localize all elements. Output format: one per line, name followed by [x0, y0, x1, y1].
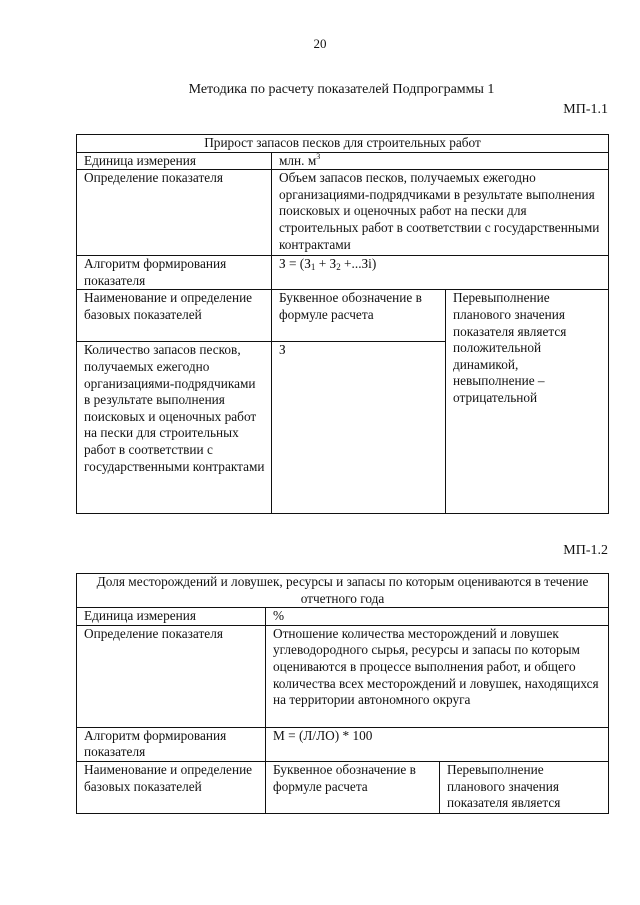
base-name-header: Наименование и определение базовых показателей — [77, 761, 266, 813]
unit-superscript: 3 — [316, 151, 321, 161]
algorithm-formula: М = (Л/ЛО) * 100 — [266, 727, 609, 761]
algorithm-row — [77, 256, 609, 290]
formula-part: +...Зi) — [340, 256, 377, 272]
definition-row — [77, 170, 609, 256]
evaluation-cell: Перевыполнение планового значения показателя является — [440, 761, 609, 813]
formula-part: З = (З — [279, 256, 311, 272]
indicator-code-2: МП-1.2 — [563, 543, 608, 558]
algorithm-label: Алгоритм формирования показателя — [77, 256, 272, 290]
definition-value: Отношение количества месторождений и ловушек углеводородного сырья, ресурсы и запасы по которым оцениваются в процессе выполнения работ, и общего количества всех месторождений и ловушек, находящихся на территории автономного округа — [266, 625, 609, 727]
definition-value: Объем запасов песков, получаемых ежегодно организациями-подрядчиками в результате выполнения поисковых и оценочных работ на пески для строительных работ в соответствии с государственными контрактами — [272, 170, 609, 256]
base-name-header: Наименование и определение базовых показателей — [77, 290, 272, 342]
unit-value: % — [266, 608, 609, 626]
table-caption-row — [77, 135, 609, 153]
unit-label: Единица измерения — [77, 608, 266, 626]
definition-label: Определение показателя — [77, 170, 272, 256]
letter-header: Буквенное обозначение в формуле расчета — [266, 761, 440, 813]
unit-row — [77, 608, 609, 626]
letter-header: Буквенное обозначение в формуле расчета — [272, 290, 446, 342]
definition-row — [77, 625, 609, 727]
algorithm-label: Алгоритм формирования показателя — [77, 727, 266, 761]
page-number: 20 — [313, 36, 327, 51]
formula-subscript: 2 — [336, 262, 341, 273]
evaluation-cell: Перевыполнение планового значения показателя является положительной динамикой, невыполнение – отрицательной — [446, 290, 609, 514]
unit-label: Единица измерения — [77, 152, 272, 170]
base-header-row — [77, 290, 609, 342]
algorithm-formula — [272, 256, 609, 290]
base-indicator-letter: З — [272, 342, 446, 514]
formula-subscript: 1 — [310, 262, 316, 273]
base-header-row — [77, 761, 609, 813]
base-indicator-name: Количество запасов песков, получаемых ежегодно организациями-подрядчиками в результате выполнения поисковых и оценочных работ на пески для строительных работ в соответствии с государственными контрактами — [77, 342, 272, 514]
algorithm-row — [77, 727, 609, 761]
unit-row — [77, 152, 609, 170]
formula-part: + З — [315, 256, 337, 272]
indicator-table-2 — [76, 573, 609, 814]
indicator-table-1 — [76, 134, 609, 514]
table-caption-row — [77, 574, 609, 608]
table-caption: Прирост запасов песков для строительных работ — [77, 135, 609, 153]
table-caption: Доля месторождений и ловушек, ресурсы и запасы по которым оцениваются в течение отчетного года — [77, 574, 609, 608]
definition-label: Определение показателя — [77, 625, 266, 727]
unit-text: млн. м — [279, 152, 317, 168]
document-title: Методика по расчету показателей Подпрограммы 1 — [188, 82, 495, 97]
unit-value — [272, 152, 609, 170]
indicator-code-1: МП-1.1 — [563, 102, 608, 117]
